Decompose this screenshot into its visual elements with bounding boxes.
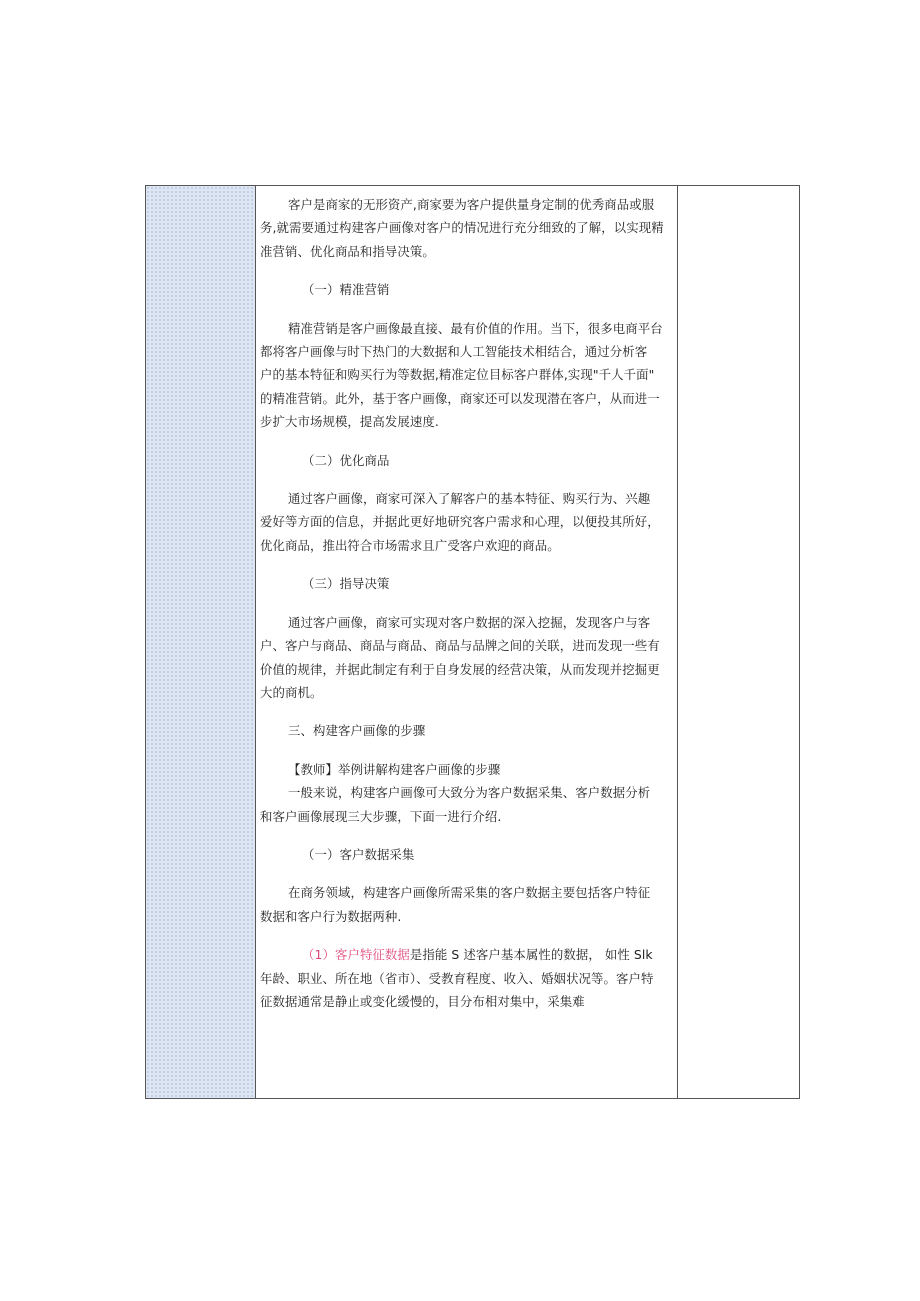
left-column <box>146 186 256 1098</box>
right-column <box>678 186 799 1098</box>
section-heading: （一）精准营销 <box>302 282 390 298</box>
paragraph-line: 一般来说，构建客户画像可大致分为客户数据采集、客户数据分析 <box>288 785 651 801</box>
paragraph-line: 准营销、优化商品和指导决策。 <box>260 243 435 259</box>
highlighted-term: （1）客户特征数据 <box>302 947 410 963</box>
content-column <box>256 186 678 1098</box>
paragraph-line: 和客户画像展现三大步骤，下面一进行介绍. <box>260 808 502 824</box>
paragraph-line: 通过客户画像，商家可实现对客户数据的深入挖掘，发现客户与客 <box>288 614 651 630</box>
section-heading: （二）优化商品 <box>302 452 390 468</box>
paragraph-line: 优化商品，推出符合市场需求且广受客户欢迎的商品。 <box>260 537 560 553</box>
paragraph-line: 都将客户画像与时下热门的大数据和人工智能技术相结合，通过分析客 <box>260 344 648 360</box>
paragraph-line: 客户是商家的无形资产,商家要为客户提供量身定制的优秀商品或服 <box>288 197 655 212</box>
section-heading: （三）指导决策 <box>302 576 390 592</box>
paragraph-line: 通过客户画像，商家可深入了解客户的基本特征、购买行为、兴趣 <box>288 491 651 507</box>
paragraph-line: 户的基本特征和购买行为等数据,精准定位目标客户群体,实现"千人千面" <box>260 367 655 383</box>
paragraph-line: 户、客户与商品、商品与商品、商品与品牌之间的关联，进而发现一些有 <box>260 638 660 654</box>
paragraph-line: 爱好等方面的信息，并据此更好地研究客户需求和心理，以便投其所好， <box>260 514 660 530</box>
paragraph-line: 年龄、职业、所在地（省市）、受教育程度、收入、婚姻状况等。客户特 <box>260 970 654 986</box>
section-heading: 三、构建客户画像的步骤 <box>288 723 426 739</box>
paragraph-line: 务,就需要通过构建客户画像对客户的情况进行充分细致的了解，以实现精 <box>260 220 664 236</box>
section-heading: （一）客户数据采集 <box>302 846 415 862</box>
document-table <box>145 185 800 1099</box>
paragraph-line <box>260 943 673 966</box>
paragraph-line: 在商务领域，构建客户画像所需采集的客户数据主要包括客户特征 <box>288 885 651 901</box>
paragraph-line: 征数据通常是静止或变化缓慢的，目分布相对集中，采集难 <box>260 993 585 1009</box>
teacher-note: 【教师】举例讲解构建客户画像的步骤 <box>288 761 501 777</box>
paragraph-line: 的精准营销。此外，基于客户画像，商家还可以发现潜在客户，从而进一 <box>260 390 660 406</box>
paragraph-line: 大的商机。 <box>260 684 323 700</box>
paragraph-line: 数据和客户行为数据两种. <box>260 908 402 924</box>
paragraph-text: 是指能 S 述客户基本属性的数据， 如性 Slk <box>409 947 653 963</box>
paragraph-line: 步扩大市场规模，提高发展速度. <box>260 414 439 430</box>
paragraph-line: 精准营销是客户画像最直接、最有价值的作用。当下，很多电商平台 <box>288 320 663 336</box>
paragraph-line: 价值的规律，并据此制定有利于自身发展的经营决策，从而发现并挖掘更 <box>260 661 660 677</box>
